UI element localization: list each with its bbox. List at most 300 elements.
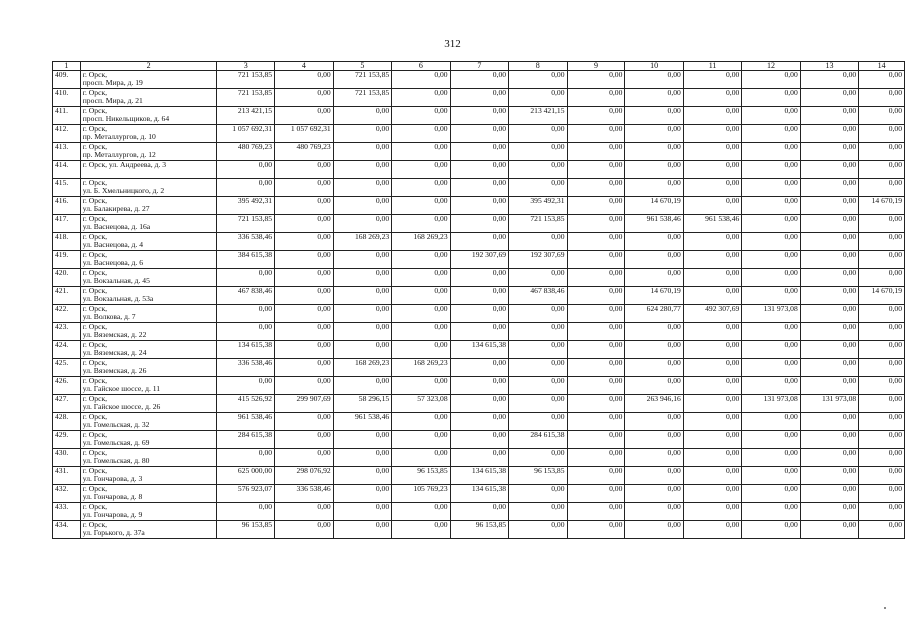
value-cell-col-13: 0,00 — [800, 233, 858, 251]
value-cell-col-7: 0,00 — [450, 377, 508, 395]
address-line: г. Орск, — [82, 412, 108, 421]
value-cell-col-8: 0,00 — [509, 143, 567, 161]
address-line: г. Орск, — [82, 268, 108, 277]
value-cell-col-14: 0,00 — [859, 449, 905, 467]
value-cell-col-14: 0,00 — [859, 125, 905, 143]
value-cell-col-7: 134 615,38 — [450, 341, 508, 359]
address-line: г. Орск, — [82, 88, 108, 97]
value-cell-col-4: 0,00 — [275, 233, 334, 251]
value-cell-col-5: 721 153,85 — [333, 89, 391, 107]
value-cell-col-14: 0,00 — [859, 521, 905, 539]
value-cell-col-10: 0,00 — [625, 143, 683, 161]
value-cell-col-11: 0,00 — [683, 485, 741, 503]
table-row — [53, 71, 905, 89]
table-row — [53, 179, 905, 197]
value-cell-col-6: 0,00 — [392, 503, 450, 521]
value-cell-col-14: 0,00 — [859, 323, 905, 341]
value-cell-col-14: 0,00 — [859, 179, 905, 197]
value-cell-col-6: 0,00 — [392, 521, 450, 539]
value-cell-col-5: 0,00 — [333, 215, 391, 233]
value-cell-col-13: 0,00 — [800, 287, 858, 305]
address-line: г. Орск, — [82, 250, 108, 259]
address-cell — [80, 179, 217, 197]
table-row — [53, 449, 905, 467]
value-cell-col-11: 0,00 — [683, 233, 741, 251]
value-cell-col-7: 0,00 — [450, 395, 508, 413]
value-cell-col-9: 0,00 — [567, 251, 625, 269]
value-cell-col-14: 0,00 — [859, 107, 905, 125]
value-cell-col-3: 0,00 — [217, 161, 275, 179]
value-cell-col-4: 1 057 692,31 — [275, 125, 334, 143]
value-cell-col-7: 134 615,38 — [450, 485, 508, 503]
column-header-2: 2 — [80, 62, 217, 71]
value-cell-col-11: 0,00 — [683, 161, 741, 179]
value-cell-col-12: 0,00 — [742, 251, 800, 269]
value-cell-col-4: 0,00 — [275, 341, 334, 359]
value-cell-col-5: 0,00 — [333, 251, 391, 269]
value-cell-col-14: 14 670,19 — [859, 287, 905, 305]
value-cell-col-8: 0,00 — [509, 341, 567, 359]
value-cell-col-3: 0,00 — [217, 305, 275, 323]
value-cell-col-3: 0,00 — [217, 503, 275, 521]
address-line: г. Орск, — [82, 70, 108, 79]
address-line: г. Орск, — [82, 448, 108, 457]
value-cell-col-7: 0,00 — [450, 323, 508, 341]
value-cell-col-3: 721 153,85 — [217, 71, 275, 89]
value-cell-col-7: 0,00 — [450, 125, 508, 143]
value-cell-col-11: 0,00 — [683, 323, 741, 341]
value-cell-col-10: 0,00 — [625, 521, 683, 539]
value-cell-col-8: 0,00 — [509, 179, 567, 197]
row-number: 416. — [53, 197, 81, 215]
value-cell-col-9: 0,00 — [567, 125, 625, 143]
table-row — [53, 413, 905, 431]
value-cell-col-13: 0,00 — [800, 485, 858, 503]
value-cell-col-8: 0,00 — [509, 413, 567, 431]
address-line: г. Орск, — [82, 394, 108, 403]
value-cell-col-8: 0,00 — [509, 161, 567, 179]
address-cell — [80, 359, 217, 377]
value-cell-col-6: 0,00 — [392, 323, 450, 341]
value-cell-col-4: 0,00 — [275, 359, 334, 377]
value-cell-col-8: 0,00 — [509, 323, 567, 341]
value-cell-col-13: 0,00 — [800, 71, 858, 89]
value-cell-col-7: 0,00 — [450, 89, 508, 107]
value-cell-col-14: 0,00 — [859, 89, 905, 107]
row-number: 410. — [53, 89, 81, 107]
value-cell-col-14: 0,00 — [859, 215, 905, 233]
value-cell-col-7: 0,00 — [450, 287, 508, 305]
value-cell-col-8: 213 421,15 — [509, 107, 567, 125]
address-line: г. Орск, — [82, 196, 108, 205]
value-cell-col-5: 0,00 — [333, 467, 391, 485]
row-number: 424. — [53, 341, 81, 359]
value-cell-col-13: 0,00 — [800, 269, 858, 287]
value-cell-col-9: 0,00 — [567, 71, 625, 89]
value-cell-col-14: 0,00 — [859, 341, 905, 359]
value-cell-col-6: 0,00 — [392, 179, 450, 197]
value-cell-col-4: 298 076,92 — [275, 467, 334, 485]
value-cell-col-4: 480 769,23 — [275, 143, 334, 161]
column-header-5: 5 — [333, 62, 391, 71]
address-line: г. Орск, — [82, 214, 108, 223]
value-cell-col-12: 0,00 — [742, 413, 800, 431]
value-cell-col-5: 0,00 — [333, 125, 391, 143]
address-line: г. Орск, — [82, 178, 108, 187]
value-cell-col-3: 0,00 — [217, 449, 275, 467]
value-cell-col-7: 0,00 — [450, 233, 508, 251]
address-cell — [80, 341, 217, 359]
value-cell-col-12: 0,00 — [742, 359, 800, 377]
value-cell-col-6: 0,00 — [392, 431, 450, 449]
row-number: 421. — [53, 287, 81, 305]
value-cell-col-12: 0,00 — [742, 485, 800, 503]
table-row — [53, 431, 905, 449]
value-cell-col-5: 0,00 — [333, 503, 391, 521]
value-cell-col-7: 0,00 — [450, 305, 508, 323]
address-line: ул. Вяземская, д. 26 — [82, 366, 147, 376]
value-cell-col-6: 0,00 — [392, 305, 450, 323]
row-number: 415. — [53, 179, 81, 197]
value-cell-col-8: 0,00 — [509, 89, 567, 107]
value-cell-col-6: 57 323,08 — [392, 395, 450, 413]
address-cell — [80, 485, 217, 503]
address-line: г. Орск, — [82, 142, 108, 151]
address-line: г. Орск, — [82, 520, 108, 529]
value-cell-col-9: 0,00 — [567, 89, 625, 107]
value-cell-col-3: 721 153,85 — [217, 89, 275, 107]
address-cell — [80, 413, 217, 431]
address-cell — [80, 107, 217, 125]
value-cell-col-7: 134 615,38 — [450, 467, 508, 485]
address-line: просп. Мира, д. 19 — [82, 78, 143, 88]
value-cell-col-3: 625 000,00 — [217, 467, 275, 485]
value-cell-col-11: 0,00 — [683, 521, 741, 539]
address-line: г. Орск, — [82, 484, 108, 493]
address-cell — [80, 395, 217, 413]
value-cell-col-14: 0,00 — [859, 143, 905, 161]
value-cell-col-4: 0,00 — [275, 107, 334, 125]
value-cell-col-4: 0,00 — [275, 179, 334, 197]
value-cell-col-3: 576 923,07 — [217, 485, 275, 503]
value-cell-col-4: 0,00 — [275, 449, 334, 467]
value-cell-col-6: 105 769,23 — [392, 485, 450, 503]
value-cell-col-10: 0,00 — [625, 449, 683, 467]
value-cell-col-11: 0,00 — [683, 251, 741, 269]
address-line: ул. Гайское шоссе, д. 11 — [82, 384, 161, 394]
value-cell-col-3: 0,00 — [217, 269, 275, 287]
address-cell — [80, 71, 217, 89]
value-cell-col-3: 415 526,92 — [217, 395, 275, 413]
value-cell-col-4: 0,00 — [275, 251, 334, 269]
value-cell-col-10: 0,00 — [625, 89, 683, 107]
table-row — [53, 359, 905, 377]
column-header-6: 6 — [392, 62, 450, 71]
row-number: 417. — [53, 215, 81, 233]
value-cell-col-6: 96 153,85 — [392, 467, 450, 485]
address-cell — [80, 251, 217, 269]
row-number: 425. — [53, 359, 81, 377]
value-cell-col-8: 721 153,85 — [509, 215, 567, 233]
value-cell-col-10: 0,00 — [625, 269, 683, 287]
value-cell-col-8: 0,00 — [509, 377, 567, 395]
scan-speck — [884, 607, 886, 609]
value-cell-col-5: 58 296,15 — [333, 395, 391, 413]
address-line: ул. Гайское шоссе, д. 26 — [82, 402, 161, 412]
value-cell-col-8: 0,00 — [509, 485, 567, 503]
address-line: ул. Вяземская, д. 22 — [82, 330, 147, 340]
value-cell-col-5: 0,00 — [333, 143, 391, 161]
table-row — [53, 323, 905, 341]
value-cell-col-11: 0,00 — [683, 125, 741, 143]
address-line: г. Орск, — [82, 340, 108, 349]
address-line: ул. Вяземская, д. 24 — [82, 348, 147, 358]
value-cell-col-11: 0,00 — [683, 287, 741, 305]
value-cell-col-10: 0,00 — [625, 359, 683, 377]
table-row — [53, 143, 905, 161]
address-line: ул. Васнецова, д. 16а — [82, 222, 151, 232]
value-cell-col-10: 624 280,77 — [625, 305, 683, 323]
value-cell-col-8: 0,00 — [509, 233, 567, 251]
value-cell-col-6: 0,00 — [392, 161, 450, 179]
value-cell-col-8: 0,00 — [509, 521, 567, 539]
value-cell-col-5: 0,00 — [333, 161, 391, 179]
value-cell-col-14: 0,00 — [859, 413, 905, 431]
value-cell-col-12: 0,00 — [742, 125, 800, 143]
address-cell — [80, 305, 217, 323]
value-cell-col-10: 0,00 — [625, 377, 683, 395]
value-cell-col-4: 0,00 — [275, 197, 334, 215]
value-cell-col-12: 0,00 — [742, 449, 800, 467]
value-cell-col-13: 0,00 — [800, 449, 858, 467]
column-header-12: 12 — [742, 62, 800, 71]
value-cell-col-5: 0,00 — [333, 107, 391, 125]
row-number: 413. — [53, 143, 81, 161]
row-number: 434. — [53, 521, 81, 539]
address-cell — [80, 143, 217, 161]
value-cell-col-10: 0,00 — [625, 107, 683, 125]
address-line: г. Орск, — [82, 502, 108, 511]
table-row — [53, 341, 905, 359]
value-cell-col-9: 0,00 — [567, 143, 625, 161]
value-cell-col-13: 0,00 — [800, 179, 858, 197]
value-cell-col-14: 0,00 — [859, 431, 905, 449]
address-line: ул. Балакирева, д. 27 — [82, 204, 150, 214]
value-cell-col-4: 0,00 — [275, 161, 334, 179]
address-line: г. Орск, — [82, 304, 108, 313]
table-body — [53, 71, 905, 539]
table-row — [53, 395, 905, 413]
value-cell-col-9: 0,00 — [567, 323, 625, 341]
address-line: ул. Гомельская, д. 69 — [82, 438, 150, 448]
value-cell-col-7: 0,00 — [450, 431, 508, 449]
table-row — [53, 215, 905, 233]
value-cell-col-14: 0,00 — [859, 485, 905, 503]
value-cell-col-8: 0,00 — [509, 71, 567, 89]
address-line: просп. Мира, д. 21 — [82, 96, 143, 106]
row-number: 431. — [53, 467, 81, 485]
value-cell-col-12: 0,00 — [742, 161, 800, 179]
value-cell-col-5: 0,00 — [333, 485, 391, 503]
value-cell-col-12: 0,00 — [742, 341, 800, 359]
value-cell-col-12: 131 973,08 — [742, 305, 800, 323]
value-cell-col-8: 96 153,85 — [509, 467, 567, 485]
value-cell-col-13: 0,00 — [800, 521, 858, 539]
value-cell-col-10: 0,00 — [625, 179, 683, 197]
value-cell-col-4: 336 538,46 — [275, 485, 334, 503]
value-cell-col-6: 0,00 — [392, 287, 450, 305]
value-cell-col-12: 0,00 — [742, 143, 800, 161]
table-row — [53, 467, 905, 485]
value-cell-col-3: 0,00 — [217, 377, 275, 395]
address-line: г. Орск, — [82, 466, 108, 475]
value-cell-col-3: 0,00 — [217, 323, 275, 341]
address-cell — [80, 503, 217, 521]
value-cell-col-14: 0,00 — [859, 503, 905, 521]
address-line: ул. Вокзальная, д. 45 — [82, 276, 150, 286]
value-cell-col-6: 0,00 — [392, 107, 450, 125]
value-cell-col-8: 0,00 — [509, 449, 567, 467]
value-cell-col-7: 0,00 — [450, 269, 508, 287]
value-cell-col-3: 961 538,46 — [217, 413, 275, 431]
column-number-header — [53, 62, 905, 71]
value-cell-col-9: 0,00 — [567, 395, 625, 413]
value-cell-col-10: 0,00 — [625, 323, 683, 341]
address-line: г. Орск, — [82, 232, 108, 241]
row-number: 409. — [53, 71, 81, 89]
value-cell-col-3: 480 769,23 — [217, 143, 275, 161]
value-cell-col-3: 395 492,31 — [217, 197, 275, 215]
address-line: ул. Горького, д. 37а — [82, 528, 145, 538]
value-cell-col-14: 0,00 — [859, 71, 905, 89]
value-cell-col-10: 14 670,19 — [625, 287, 683, 305]
address-cell — [80, 89, 217, 107]
table-row — [53, 233, 905, 251]
address-cell — [80, 269, 217, 287]
address-cell — [80, 215, 217, 233]
value-cell-col-3: 721 153,85 — [217, 215, 275, 233]
value-cell-col-11: 492 307,69 — [683, 305, 741, 323]
value-cell-col-12: 0,00 — [742, 71, 800, 89]
value-cell-col-8: 0,00 — [509, 503, 567, 521]
value-cell-col-5: 0,00 — [333, 449, 391, 467]
address-cell — [80, 449, 217, 467]
value-cell-col-9: 0,00 — [567, 413, 625, 431]
address-cell — [80, 197, 217, 215]
value-cell-col-3: 1 057 692,31 — [217, 125, 275, 143]
value-cell-col-9: 0,00 — [567, 161, 625, 179]
value-cell-col-13: 0,00 — [800, 341, 858, 359]
value-cell-col-11: 0,00 — [683, 143, 741, 161]
value-cell-col-11: 0,00 — [683, 179, 741, 197]
value-cell-col-6: 0,00 — [392, 413, 450, 431]
table-row — [53, 197, 905, 215]
table-row — [53, 305, 905, 323]
value-cell-col-14: 0,00 — [859, 251, 905, 269]
table-row — [53, 107, 905, 125]
value-cell-col-8: 0,00 — [509, 125, 567, 143]
value-cell-col-6: 168 269,23 — [392, 233, 450, 251]
row-number: 426. — [53, 377, 81, 395]
table-row — [53, 251, 905, 269]
address-cell — [80, 467, 217, 485]
value-cell-col-6: 0,00 — [392, 377, 450, 395]
address-line: г. Орск, — [82, 322, 108, 331]
row-number: 414. — [53, 161, 81, 179]
column-header-7: 7 — [450, 62, 508, 71]
value-cell-col-11: 0,00 — [683, 89, 741, 107]
value-cell-col-12: 0,00 — [742, 431, 800, 449]
value-cell-col-12: 0,00 — [742, 287, 800, 305]
value-cell-col-3: 384 615,38 — [217, 251, 275, 269]
table-row — [53, 521, 905, 539]
address-cell — [80, 323, 217, 341]
value-cell-col-4: 0,00 — [275, 71, 334, 89]
value-cell-col-10: 961 538,46 — [625, 215, 683, 233]
value-cell-col-7: 0,00 — [450, 359, 508, 377]
value-cell-col-12: 0,00 — [742, 323, 800, 341]
value-cell-col-9: 0,00 — [567, 179, 625, 197]
value-cell-col-13: 0,00 — [800, 161, 858, 179]
value-cell-col-14: 0,00 — [859, 161, 905, 179]
value-cell-col-7: 0,00 — [450, 215, 508, 233]
value-cell-col-9: 0,00 — [567, 341, 625, 359]
value-cell-col-12: 0,00 — [742, 107, 800, 125]
row-number: 411. — [53, 107, 81, 125]
value-cell-col-4: 0,00 — [275, 89, 334, 107]
value-cell-col-10: 263 946,16 — [625, 395, 683, 413]
value-cell-col-11: 0,00 — [683, 377, 741, 395]
value-cell-col-13: 0,00 — [800, 197, 858, 215]
value-cell-col-10: 14 670,19 — [625, 197, 683, 215]
page-number: 312 — [444, 38, 461, 50]
value-cell-col-11: 0,00 — [683, 395, 741, 413]
value-cell-col-14: 0,00 — [859, 233, 905, 251]
value-cell-col-9: 0,00 — [567, 503, 625, 521]
value-cell-col-8: 467 838,46 — [509, 287, 567, 305]
value-cell-col-13: 0,00 — [800, 377, 858, 395]
address-line: ул. Волкова, д. 7 — [82, 312, 136, 322]
value-cell-col-11: 0,00 — [683, 413, 741, 431]
value-cell-col-11: 0,00 — [683, 467, 741, 485]
value-cell-col-14: 0,00 — [859, 359, 905, 377]
value-cell-col-5: 0,00 — [333, 323, 391, 341]
value-cell-col-7: 96 153,85 — [450, 521, 508, 539]
value-cell-col-6: 0,00 — [392, 341, 450, 359]
value-cell-col-8: 192 307,69 — [509, 251, 567, 269]
address-line: пр. Металлургов, д. 10 — [82, 132, 156, 142]
value-cell-col-11: 0,00 — [683, 449, 741, 467]
value-cell-col-12: 0,00 — [742, 89, 800, 107]
row-number: 428. — [53, 413, 81, 431]
value-cell-col-9: 0,00 — [567, 287, 625, 305]
column-header-3: 3 — [217, 62, 275, 71]
value-cell-col-3: 467 838,46 — [217, 287, 275, 305]
address-line: г. Орск, — [82, 106, 108, 115]
value-cell-col-10: 0,00 — [625, 341, 683, 359]
address-line: ул. Гончарова, д. 9 — [82, 510, 143, 520]
row-number: 433. — [53, 503, 81, 521]
table-row — [53, 269, 905, 287]
address-line: ул. Гомельская, д. 80 — [82, 456, 150, 466]
value-cell-col-5: 0,00 — [333, 305, 391, 323]
value-cell-col-9: 0,00 — [567, 215, 625, 233]
row-number: 427. — [53, 395, 81, 413]
value-cell-col-12: 0,00 — [742, 233, 800, 251]
value-cell-col-7: 192 307,69 — [450, 251, 508, 269]
value-cell-col-13: 0,00 — [800, 359, 858, 377]
value-cell-col-13: 0,00 — [800, 503, 858, 521]
